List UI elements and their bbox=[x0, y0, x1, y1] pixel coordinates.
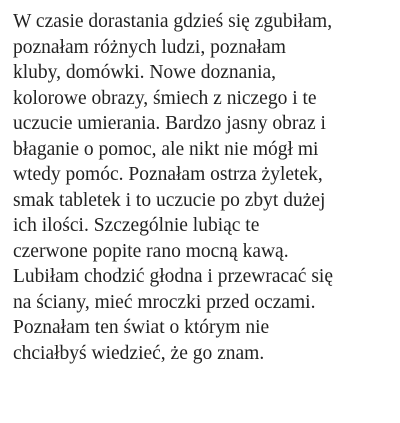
text-line-10: czerwone popite rano mocną kawą. bbox=[13, 240, 289, 262]
body-text bbox=[13, 9, 398, 366]
text-line-1: W czasie dorastania gdzieś się zgubiłam, bbox=[13, 11, 333, 32]
text-line-7: wtedy pomóc. Poznałam ostrza żyletek, bbox=[13, 164, 323, 185]
text-line-4: kolorowe obrazy, śmiech z niczego i te bbox=[13, 87, 317, 109]
text-line-9: ich ilości. Szczególnie lubiąc te bbox=[13, 215, 260, 236]
text-line-11: Lubiłam chodzić głodna i przewracać się bbox=[13, 266, 333, 287]
text-line-8: smak tabletek i to uczucie po zbyt dużej bbox=[13, 189, 326, 211]
text-line-3: kluby, domówki. Nowe doznania, bbox=[13, 62, 277, 83]
text-line-6: błaganie o pomoc, ale nikt nie mógł mi bbox=[13, 138, 319, 160]
text-line-12: na ściany, mieć mroczki przed oczami. bbox=[13, 291, 316, 313]
text-line-5: uczucie umierania. Bardzo jasny obraz i bbox=[13, 113, 326, 134]
text-line-13: Poznałam ten świat o którym nie bbox=[13, 317, 270, 338]
text-line-2: poznałam różnych ludzi, poznałam bbox=[13, 36, 286, 58]
text-line-14: chciałbyś wiedzieć, że go znam. bbox=[13, 342, 265, 364]
